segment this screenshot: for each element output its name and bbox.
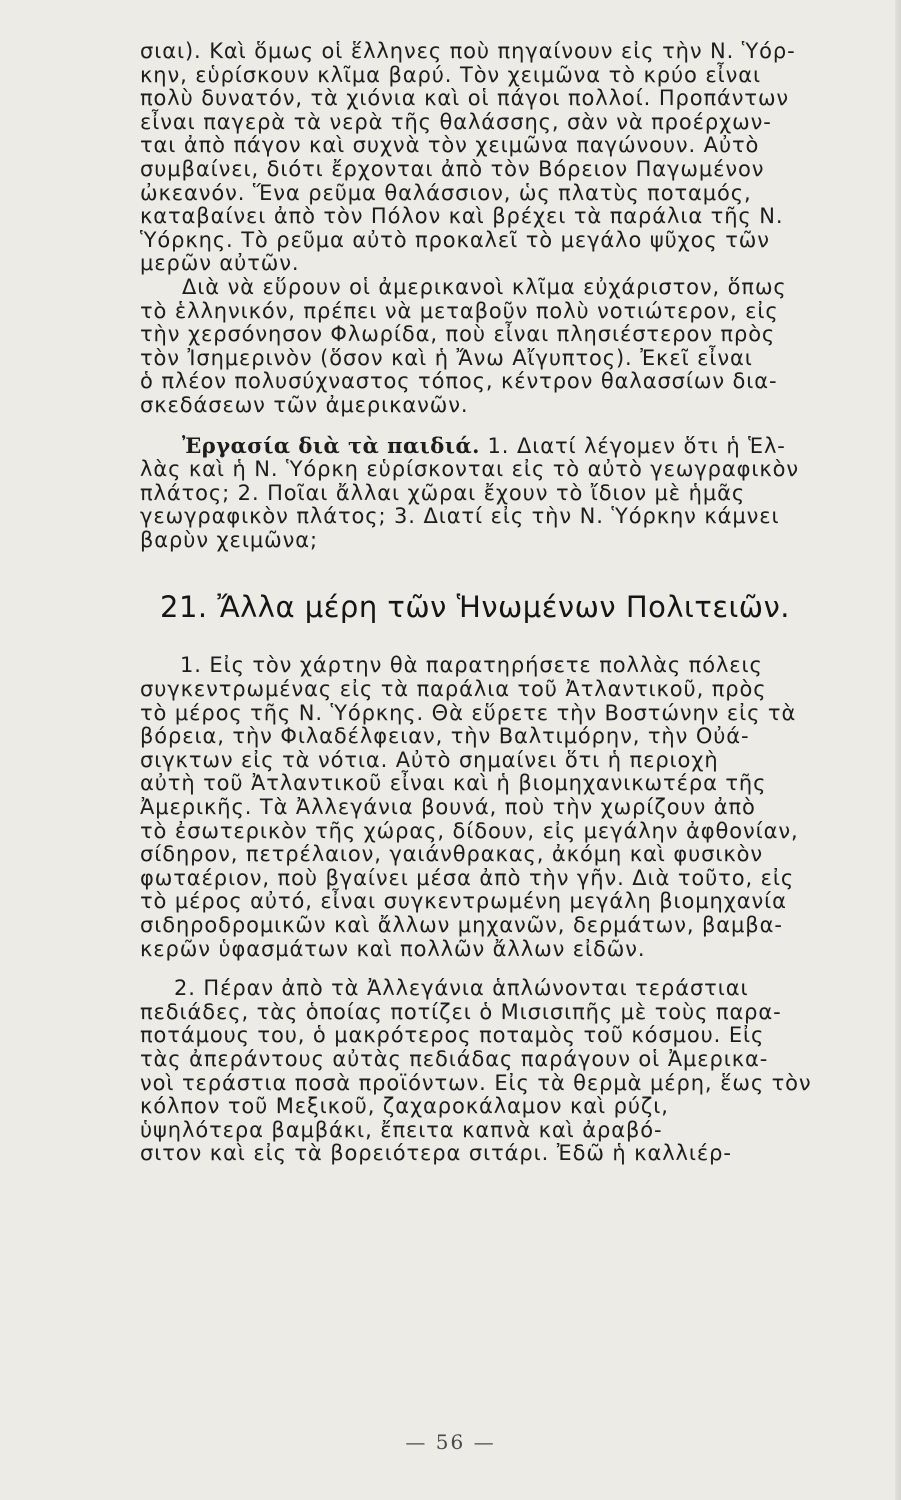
text-line: ὠκεανόν. Ἕνα ρεῦμα θαλάσσιον, ὡς πλατὺς ποταμός,: [140, 180, 752, 205]
text-line: τὰς ἀπεράντους αὐτὰς πεδιάδας παράγουν οἱ Ἀμερικα-: [140, 1046, 769, 1071]
text-line: συμβαίνει, διότι ἔρχονται ἀπὸ τὸν Βόρειον Παγωμένον: [140, 156, 765, 181]
exercise-question-1: 1. Διατί λέγομεν ὅτι ἡ Ἑλ-: [479, 433, 786, 458]
exercise-title: Ἐργασία διὰ τὰ παιδιά.: [182, 432, 480, 458]
text-line: μερῶν αὐτῶν.: [140, 251, 300, 276]
text-line: σιαι). Καὶ ὅμως οἱ ἕλληνες ποὺ πηγαίνουν εἰς τὴν Ν. Ὑόρ-: [140, 39, 796, 63]
text-line: σιτον καὶ εἰς τὰ βορειότερα σιτάρι. Ἐδῶ ἡ καλλιέρ-: [140, 1141, 732, 1166]
text-line: 1. Εἰς τὸν χάρτην θὰ παρατηρήσετε πολλὰς πόλεις: [180, 653, 763, 678]
text-line: ται ἀπὸ πάγον καὶ συχνὰ τὸν χειμῶνα παγώνουν. Αὐτὸ: [140, 133, 760, 158]
text-line: νοὶ τεράστια ποσὰ προϊόντων. Εἰς τὰ θερμὰ μέρη, ἕως τὸν: [140, 1070, 812, 1095]
text-line: συγκεντρωμένας εἰς τὰ παράλια τοῦ Ἀτλαντικοῦ, πρὸς: [140, 677, 767, 702]
text-line: βαρὺν χειμῶνα;: [140, 527, 318, 552]
text-line: σκεδάσεων τῶν ἀμερικανῶν.: [140, 392, 469, 417]
text-line: πεδιάδες, τὰς ὁποίας ποτίζει ὁ Μισισιπῆς μὲ τοὺς παρα-: [140, 999, 782, 1024]
text-line: λὰς καὶ ἡ Ν. Ὑόρκη εὑρίσκονται εἰς τὸ αὐτὸ γεωγραφικὸν: [140, 457, 800, 482]
text-line: γεωγραφικὸν πλάτος; 3. Διατί εἰς τὴν Ν. Ὑόρκην κάμνει: [140, 504, 780, 529]
text-line: τὸ ἐσωτερικὸν τῆς χώρας, δίδουν, εἰς μεγάλην ἀφθονίαν,: [140, 818, 799, 843]
text-line: ποτάμους του, ὁ μακρότερος ποταμὸς τοῦ κόσμου. Εἰς: [140, 1023, 765, 1048]
page-edge: [895, 0, 901, 1500]
exercise-first-line: [140, 434, 871, 459]
text-line: σίδηρον, πετρέλαιον, γαιάνθρακας, ἀκόμη καὶ φυσικὸν: [140, 842, 764, 867]
text-line: καταβαίνει ἀπὸ τὸν Πόλον καὶ βρέχει τὰ παράλια τῆς Ν.: [140, 204, 784, 229]
text-line: τὸν Ἰσημερινὸν (ὅσον καὶ ἡ Ἄνω Αἴγυπτος). Ἐκεῖ εἶναι: [140, 345, 753, 370]
text-line: ὑψηλότερα βαμβάκι, ἔπειτα καπνὰ καὶ ἀραβό-: [140, 1117, 663, 1142]
text-line: βόρεια, τὴν Φιλαδέλφειαν, τὴν Βαλτιμόρην, τὴν Οὐά-: [140, 724, 750, 749]
text-line: κην, εὑρίσκουν κλῖμα βαρύ. Τὸν χειμῶνα τὸ κρύο εἶναι: [140, 62, 762, 87]
paragraph-1: [140, 654, 871, 961]
text-line: κόλπον τοῦ Μεξικοῦ, ζαχαροκάλαμον καὶ ρύζι,: [140, 1094, 669, 1119]
text-line: τὴν χερσόνησον Φλωρίδα, ποὺ εἶναι πλησιέστερον πρὸς: [140, 322, 776, 347]
text-line: σιγκτων εἰς τὰ νότια. Αὐτὸ σημαίνει ὅτι ἡ περιοχὴ: [140, 747, 719, 772]
text-line: αὐτὴ τοῦ Ἀτλαντικοῦ εἶναι καὶ ἡ βιομηχανικωτέρα τῆς: [140, 771, 767, 796]
paragraph-continued: [140, 40, 871, 276]
text-line: φωταέριον, ποὺ βγαίνει μέσα ἀπὸ τὴν γῆν. Διὰ τοῦτο, εἰς: [140, 865, 795, 890]
text-line: ὁ πλέον πολυσύχναστος τόπος, κέντρον θαλασσίων δια-: [140, 369, 778, 394]
text-line: τὸ ἑλληνικόν, πρέπει νὰ μεταβοῦν πολὺ νοτιώτερον, εἰς: [140, 298, 779, 323]
text-line: Ἀμερικῆς. Τὰ Ἀλλεγάνια βουνά, ποὺ τὴν χωρίζουν ἀπὸ: [140, 795, 756, 820]
text-line: πλάτος; 2. Ποῖαι ἄλλαι χῶραι ἔχουν τὸ ἴδιον μὲ ἡμᾶς: [140, 480, 746, 505]
text-line: σιδηροδρομικῶν καὶ ἄλλων μηχανῶν, δερμάτων, βαμβα-: [140, 913, 783, 937]
text-line: τὸ μέρος αὐτό, εἶναι συγκεντρωμένη μεγάλη βιομηχανία: [140, 889, 787, 914]
text-line: Διὰ νὰ εὕρουν οἱ ἀμερικανοὶ κλῖμα εὐχάριστον, ὅπως: [182, 274, 787, 299]
section-heading: 21. Ἄλλα μέρη τῶν Ἡνωμένων Πολιτειῶν.: [160, 590, 791, 625]
text-line: τὸ μέρος τῆς Ν. Ὑόρκης. Θὰ εὕρετε τὴν Βοστώνην εἰς τὰ: [140, 700, 797, 725]
paragraph-2: [140, 977, 871, 1166]
page-number: — 56 —: [405, 1430, 496, 1454]
text-line: κερῶν ὑφασμάτων καὶ πολλῶν ἄλλων εἰδῶν.: [140, 936, 646, 961]
text-line: Ὑόρκης. Τὸ ρεῦμα αὐτὸ προκαλεῖ τὸ μεγάλο ψῦχος τῶν: [140, 227, 770, 252]
text-line: πολὺ δυνατόν, τὰ χιόνια καὶ οἱ πάγοι πολλοί. Προπάντων: [140, 86, 790, 111]
exercise-block: [140, 434, 871, 553]
text-line: εἶναι παγερὰ τὰ νερὰ τῆς θαλάσσης, σὰν νὰ προέρχων-: [140, 109, 772, 134]
text-line: 2. Πέραν ἀπὸ τὰ Ἀλλεγάνια ἁπλώνονται τεράστιαι: [174, 976, 749, 1001]
paragraph-florida: [140, 276, 871, 418]
